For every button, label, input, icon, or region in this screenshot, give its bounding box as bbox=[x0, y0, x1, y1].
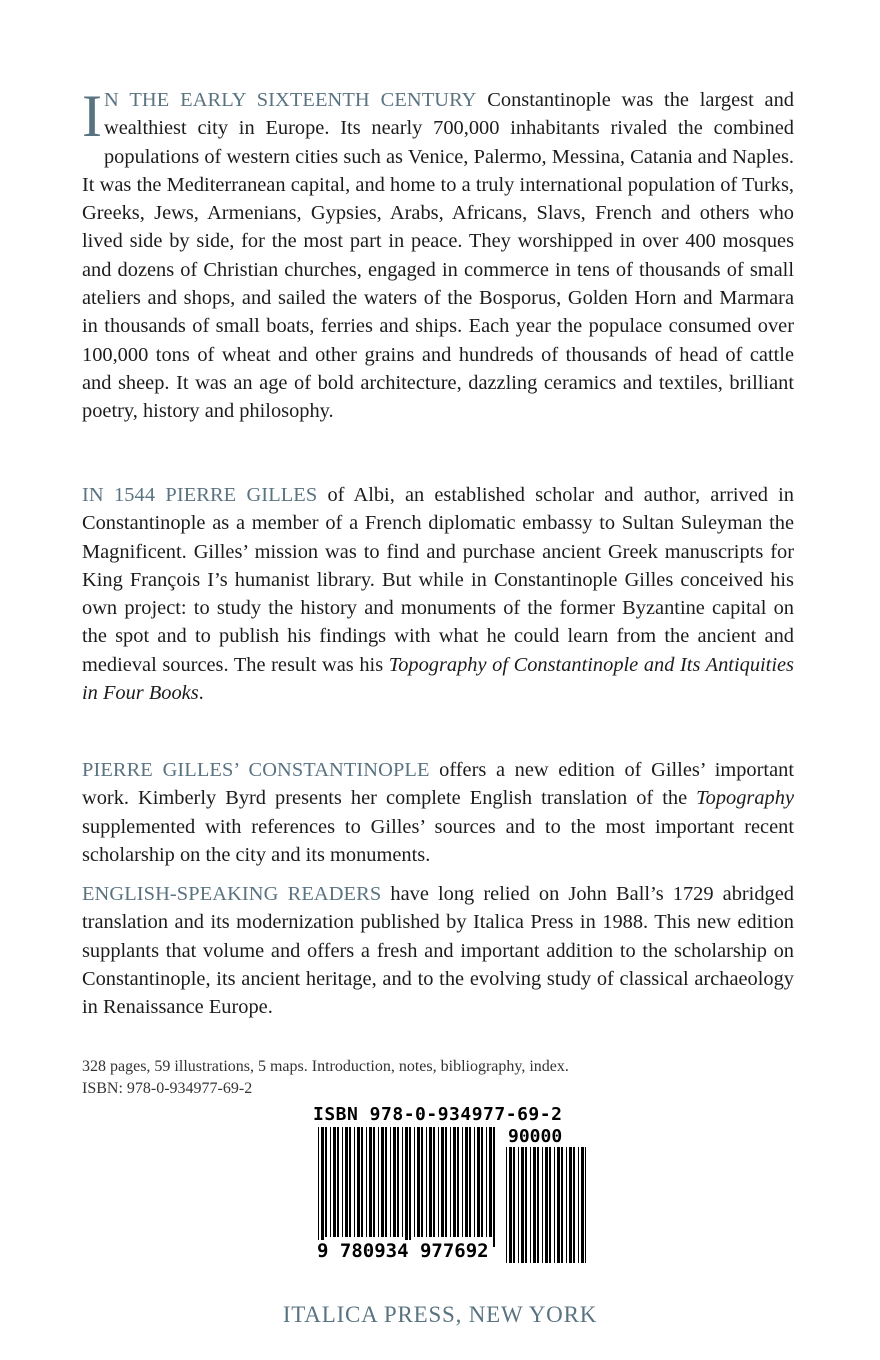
barcode-bar bbox=[537, 1147, 539, 1263]
barcode-bar bbox=[509, 1147, 512, 1263]
barcode-bar bbox=[521, 1147, 524, 1263]
barcode-bar bbox=[525, 1147, 527, 1263]
barcode-bar bbox=[453, 1127, 456, 1237]
barcode-bar bbox=[450, 1127, 451, 1237]
barcode-bar bbox=[321, 1127, 324, 1247]
barcode-bar bbox=[554, 1147, 555, 1263]
barcode-bar bbox=[549, 1147, 551, 1263]
paragraph-3-end: supplemented with references to Gilles’ sources and to the most important recent scholarship on the city and its monuments. bbox=[82, 815, 794, 866]
book-isbn: ISBN: 978-0-934977-69-2 bbox=[82, 1080, 253, 1097]
barcode-bar bbox=[373, 1127, 375, 1237]
barcode-bar bbox=[385, 1127, 387, 1237]
barcode-bar bbox=[354, 1127, 355, 1237]
barcode-bar bbox=[462, 1127, 463, 1237]
barcode-bar bbox=[489, 1127, 492, 1237]
publisher-imprint: ITALICA PRESS, NEW YORK bbox=[282, 1302, 598, 1327]
barcode-bar bbox=[469, 1127, 471, 1237]
barcode-ean-digits: 9 780934 977692 bbox=[317, 1240, 489, 1262]
barcode-bar bbox=[513, 1147, 515, 1263]
barcode-bar bbox=[325, 1127, 327, 1237]
barcode-bar bbox=[417, 1127, 420, 1237]
barcode-price-code: 90000 bbox=[508, 1126, 563, 1147]
barcode-bar bbox=[393, 1127, 396, 1237]
barcode-bar bbox=[433, 1127, 435, 1237]
paragraph-1-lead: N THE EARLY SIXTEENTH CENTURY bbox=[103, 89, 477, 111]
topography-italic: Topography bbox=[696, 787, 794, 810]
paragraph-3-text: offers a new edition of Gilles’ important work. Kimberly Byrd presents her complete English translation of the bbox=[82, 759, 794, 810]
barcode-bar bbox=[409, 1127, 411, 1247]
barcode-bar bbox=[457, 1127, 459, 1237]
barcode-bar bbox=[542, 1147, 543, 1263]
barcode-bar bbox=[429, 1127, 432, 1237]
barcode-bar bbox=[493, 1127, 495, 1247]
barcode-bar bbox=[445, 1127, 447, 1237]
barcode-bar bbox=[569, 1147, 572, 1263]
barcode-bar bbox=[506, 1147, 507, 1263]
barcode-bar bbox=[474, 1127, 475, 1237]
barcode-bar bbox=[369, 1127, 372, 1237]
barcode-bar bbox=[530, 1147, 531, 1263]
paragraph-2 bbox=[82, 481, 794, 707]
paragraph-4 bbox=[82, 880, 794, 1021]
barcode-bar bbox=[342, 1127, 343, 1237]
book-details: 328 pages, 59 illustrations, 5 maps. Introduction, notes, bibliography, index. bbox=[82, 1058, 569, 1075]
barcode-bar bbox=[561, 1147, 563, 1263]
barcode-bar bbox=[337, 1127, 339, 1237]
paragraph-4-lead: ENGLISH-SPEAKING READERS bbox=[82, 883, 382, 905]
barcode-bar bbox=[441, 1127, 444, 1237]
barcode-bar bbox=[557, 1147, 560, 1263]
barcode-bar bbox=[581, 1147, 584, 1263]
barcode-bar bbox=[465, 1127, 468, 1237]
barcode-bar bbox=[486, 1127, 487, 1237]
barcode-bar bbox=[573, 1147, 575, 1263]
barcode-bar bbox=[533, 1147, 536, 1263]
paragraph-1 bbox=[82, 83, 794, 426]
barcode-bar bbox=[585, 1147, 586, 1263]
barcode-bar bbox=[481, 1127, 483, 1237]
barcode-bar bbox=[438, 1127, 439, 1237]
barcode-bar bbox=[477, 1127, 480, 1237]
barcode-bar bbox=[378, 1127, 379, 1237]
barcode-bar bbox=[357, 1127, 360, 1237]
barcode-bar bbox=[405, 1127, 408, 1247]
drop-cap: I bbox=[82, 83, 102, 149]
barcode-bar bbox=[333, 1127, 336, 1237]
barcode-bar bbox=[414, 1127, 415, 1237]
barcode-bar bbox=[397, 1127, 399, 1237]
paragraph-3 bbox=[82, 756, 794, 869]
barcode-bar bbox=[545, 1147, 548, 1263]
barcode-isbn-label: ISBN 978-0-934977-69-2 bbox=[313, 1104, 563, 1125]
barcode-bar bbox=[366, 1127, 367, 1237]
addon-bars bbox=[506, 1147, 586, 1263]
book-info bbox=[82, 1056, 569, 1100]
barcode-bar bbox=[318, 1127, 319, 1247]
barcode-bar bbox=[566, 1147, 567, 1263]
barcode-bar bbox=[349, 1127, 351, 1237]
barcode-bar bbox=[518, 1147, 519, 1263]
book-title-italic: Topography of Constantinople and Its Antiquities in Four Books bbox=[82, 653, 794, 705]
barcode-bar bbox=[421, 1127, 423, 1237]
paragraph-2-text: of Albi, an established scholar and author, arrived in Constantinople as a member of a French diplomatic embassy to Sultan Suleyman the Magnificent. Gilles’ mission was to find and purchase ancient Greek manuscripts for King François I’s humanist library. But while in Constantinople Gilles conceived his own project: to study the history and monuments of the former Byzantine capital on the spot and to publish his findings with what he could learn from the ancient and medieval sources. The result was his bbox=[82, 484, 794, 676]
barcode-bar bbox=[381, 1127, 384, 1237]
paragraph-4-text: have long relied on John Ball’s 1729 abridged translation and its modernization published by Italica Press in 1988. This new edition supplants that volume and offers a fresh and important addition to the scholarship on Constantinople, its ancient heritage, and to the evolving study of classical archaeology in Renaissance Europe. bbox=[82, 883, 794, 1019]
barcode-bar bbox=[345, 1127, 348, 1237]
barcode-bar bbox=[330, 1127, 331, 1237]
paragraph-2-lead: IN 1544 PIERRE GILLES bbox=[82, 484, 318, 506]
barcode-bar bbox=[578, 1147, 579, 1263]
paragraph-2-end: . bbox=[198, 682, 204, 705]
barcode-bar bbox=[390, 1127, 391, 1237]
barcode-bar bbox=[402, 1127, 403, 1237]
barcode-bar bbox=[426, 1127, 427, 1237]
barcode-bar bbox=[361, 1127, 363, 1237]
paragraph-3-lead: PIERRE GILLES’ CONSTANTINOPLE bbox=[82, 759, 430, 781]
paragraph-1-text: Constantinople was the largest and wealthiest city in Europe. Its nearly 700,000 inhabitants rivaled the combined populations of western cities such as Venice, Palermo, Messina, Catania and Naples. It was the Mediterranean capital, and home to a truly international population of Turks, Greeks, Jews, Armenians, Gypsies, Arabs, Africans, Slavs, French and others who lived side by side, for the most part in peace. They worshipped in over 400 mosques and dozens of Christian churches, engaged in commerce in tens of thousands of small ateliers and shops, and sailed the waters of the Bosporus, Golden Horn and Marmara in thousands of small boats, ferries and ships. Each year the populace consumed over 100,000 tons of wheat and other grains and hundreds of thousands of head of cattle and sheep. It was an age of bold architecture, dazzling ceramics and textiles, brilliant poetry, history and philosophy. bbox=[82, 89, 794, 423]
